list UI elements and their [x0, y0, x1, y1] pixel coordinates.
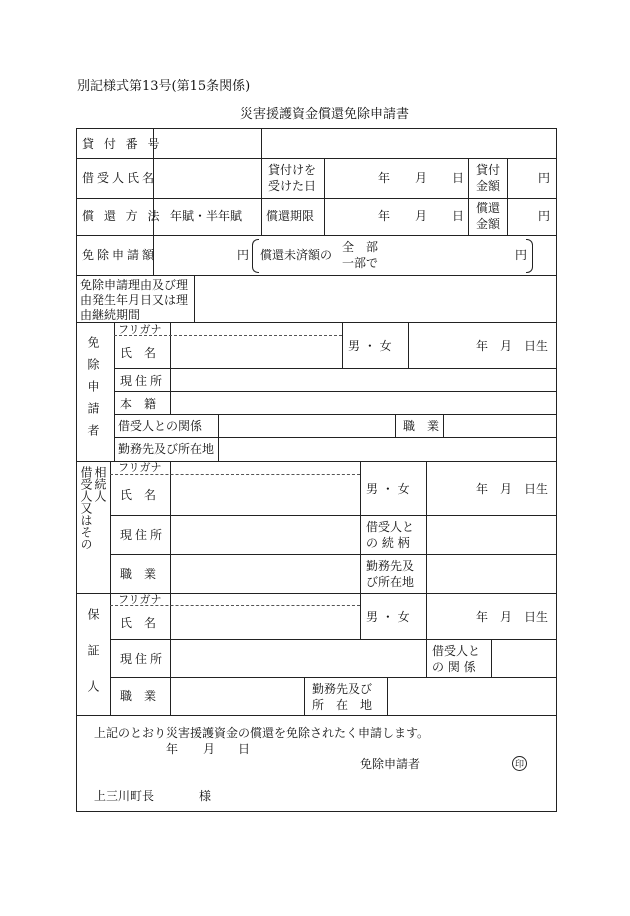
heir-gender: 男 ・ 女: [366, 482, 410, 496]
applicant-occupation-label: 職 業: [403, 419, 440, 433]
guarantor-workplace-line1: 勤務先及び: [312, 682, 373, 696]
heir-birth: 年 月 日生: [476, 482, 549, 496]
deadline-year: 年: [378, 209, 391, 223]
footer-date-month: 月: [203, 742, 216, 756]
seal-mark: 印: [512, 756, 527, 771]
heir-workplace-line2: び所在地: [366, 575, 415, 589]
heir-occupation-label: 職 業: [120, 567, 157, 581]
form-number: 別記様式第13号(第15条関係): [77, 79, 251, 94]
honorific: 様: [199, 789, 212, 803]
applicant-furigana: フリガナ: [118, 323, 162, 336]
repayment-method-label: 償 還 方 法: [82, 209, 163, 223]
repayment-amount-yen: 円: [538, 209, 551, 223]
repayment-deadline-label: 償還期限: [266, 209, 315, 223]
repayment-method-value: 年賦・半年賦: [170, 209, 243, 223]
loan-amount-yen: 円: [538, 171, 551, 185]
unpaid-all: 全 部: [342, 240, 379, 254]
loan-number-label: 貸 付 番 号: [82, 137, 163, 151]
deadline-month: 月: [415, 209, 428, 223]
form-title: 災害援護資金償還免除申請書: [240, 107, 410, 122]
repayment-amount-label-line1: 償還: [476, 201, 501, 215]
reason-label-line3: 由継続期間: [80, 308, 141, 322]
guarantor-workplace-line2: 所 在 地: [312, 698, 373, 712]
guarantor-occupation-label: 職 業: [120, 689, 157, 703]
applicant-birth: 年 月 日生: [476, 339, 549, 353]
heir-side-label-col1: 相続人: [93, 466, 107, 502]
deadline-day: 日: [452, 209, 465, 223]
reason-label-line2: 由発生年月日又は理: [80, 293, 189, 307]
loan-date-day: 日: [452, 171, 465, 185]
right-paren: [526, 239, 533, 273]
guarantor-birth: 年 月 日生: [476, 610, 549, 624]
applicant-address-label: 現住所: [120, 374, 166, 388]
applicant-side-label: 免除申請者: [86, 336, 100, 446]
unpaid-label: 償還未済額の: [260, 248, 333, 262]
reason-label-line1: 免除申請理由及び理: [80, 278, 189, 292]
applicant-name-label: 氏 名: [120, 346, 157, 360]
exemption-amount-label: 免除申請額: [82, 248, 158, 262]
heir-workplace-line1: 勤務先及: [366, 559, 415, 573]
applicant-workplace-label: 勤務先及び所在地: [118, 442, 215, 456]
footer-date-year: 年: [166, 742, 179, 756]
guarantor-side-label: 保証人: [86, 608, 100, 716]
loan-amount-label-line2: 金額: [476, 179, 501, 193]
loan-date-month: 月: [415, 171, 428, 185]
guarantor-relation-line2: の 関 係: [432, 660, 476, 674]
guarantor-name-label: 氏 名: [120, 616, 157, 630]
left-paren: [252, 239, 259, 273]
loan-date-label-line2: 受けた日: [268, 179, 317, 193]
heir-address-label: 現住所: [120, 528, 166, 542]
unpaid-yen: 円: [515, 248, 528, 262]
heir-relationship-line2: の 続 柄: [366, 536, 410, 550]
loan-date-year: 年: [378, 171, 391, 185]
repayment-amount-label-line2: 金額: [476, 217, 501, 231]
guarantor-relation-line1: 借受人と: [432, 644, 481, 658]
unpaid-part: 一部で: [342, 256, 379, 270]
heir-name-label: 氏 名: [120, 488, 157, 502]
heir-relationship-line1: 借受人と: [366, 520, 415, 534]
heir-side-label-col2: 借受人又はその: [79, 466, 93, 550]
loan-amount-label-line1: 貸付: [476, 163, 501, 177]
guarantor-address-label: 現住所: [120, 652, 166, 666]
applicant-gender: 男 ・ 女: [348, 339, 392, 353]
applicant-domicile-label: 本 籍: [120, 397, 157, 411]
loan-date-label-line1: 貸付けを: [268, 163, 317, 177]
guarantor-gender: 男 ・ 女: [366, 610, 410, 624]
application-statement: 上記のとおり災害援護資金の償還を免除されたく申請します。: [94, 726, 430, 740]
borrower-name-label: 借受人氏名: [82, 171, 158, 185]
guarantor-furigana: フリガナ: [118, 593, 162, 606]
exemption-amount-yen: 円: [237, 248, 250, 262]
footer-applicant-label: 免除申請者: [360, 757, 421, 771]
heir-furigana: フリガナ: [118, 461, 162, 474]
footer-date-day: 日: [238, 742, 251, 756]
addressee: 上三川町長: [94, 789, 155, 803]
applicant-relation-label: 借受人との関係: [118, 419, 203, 433]
